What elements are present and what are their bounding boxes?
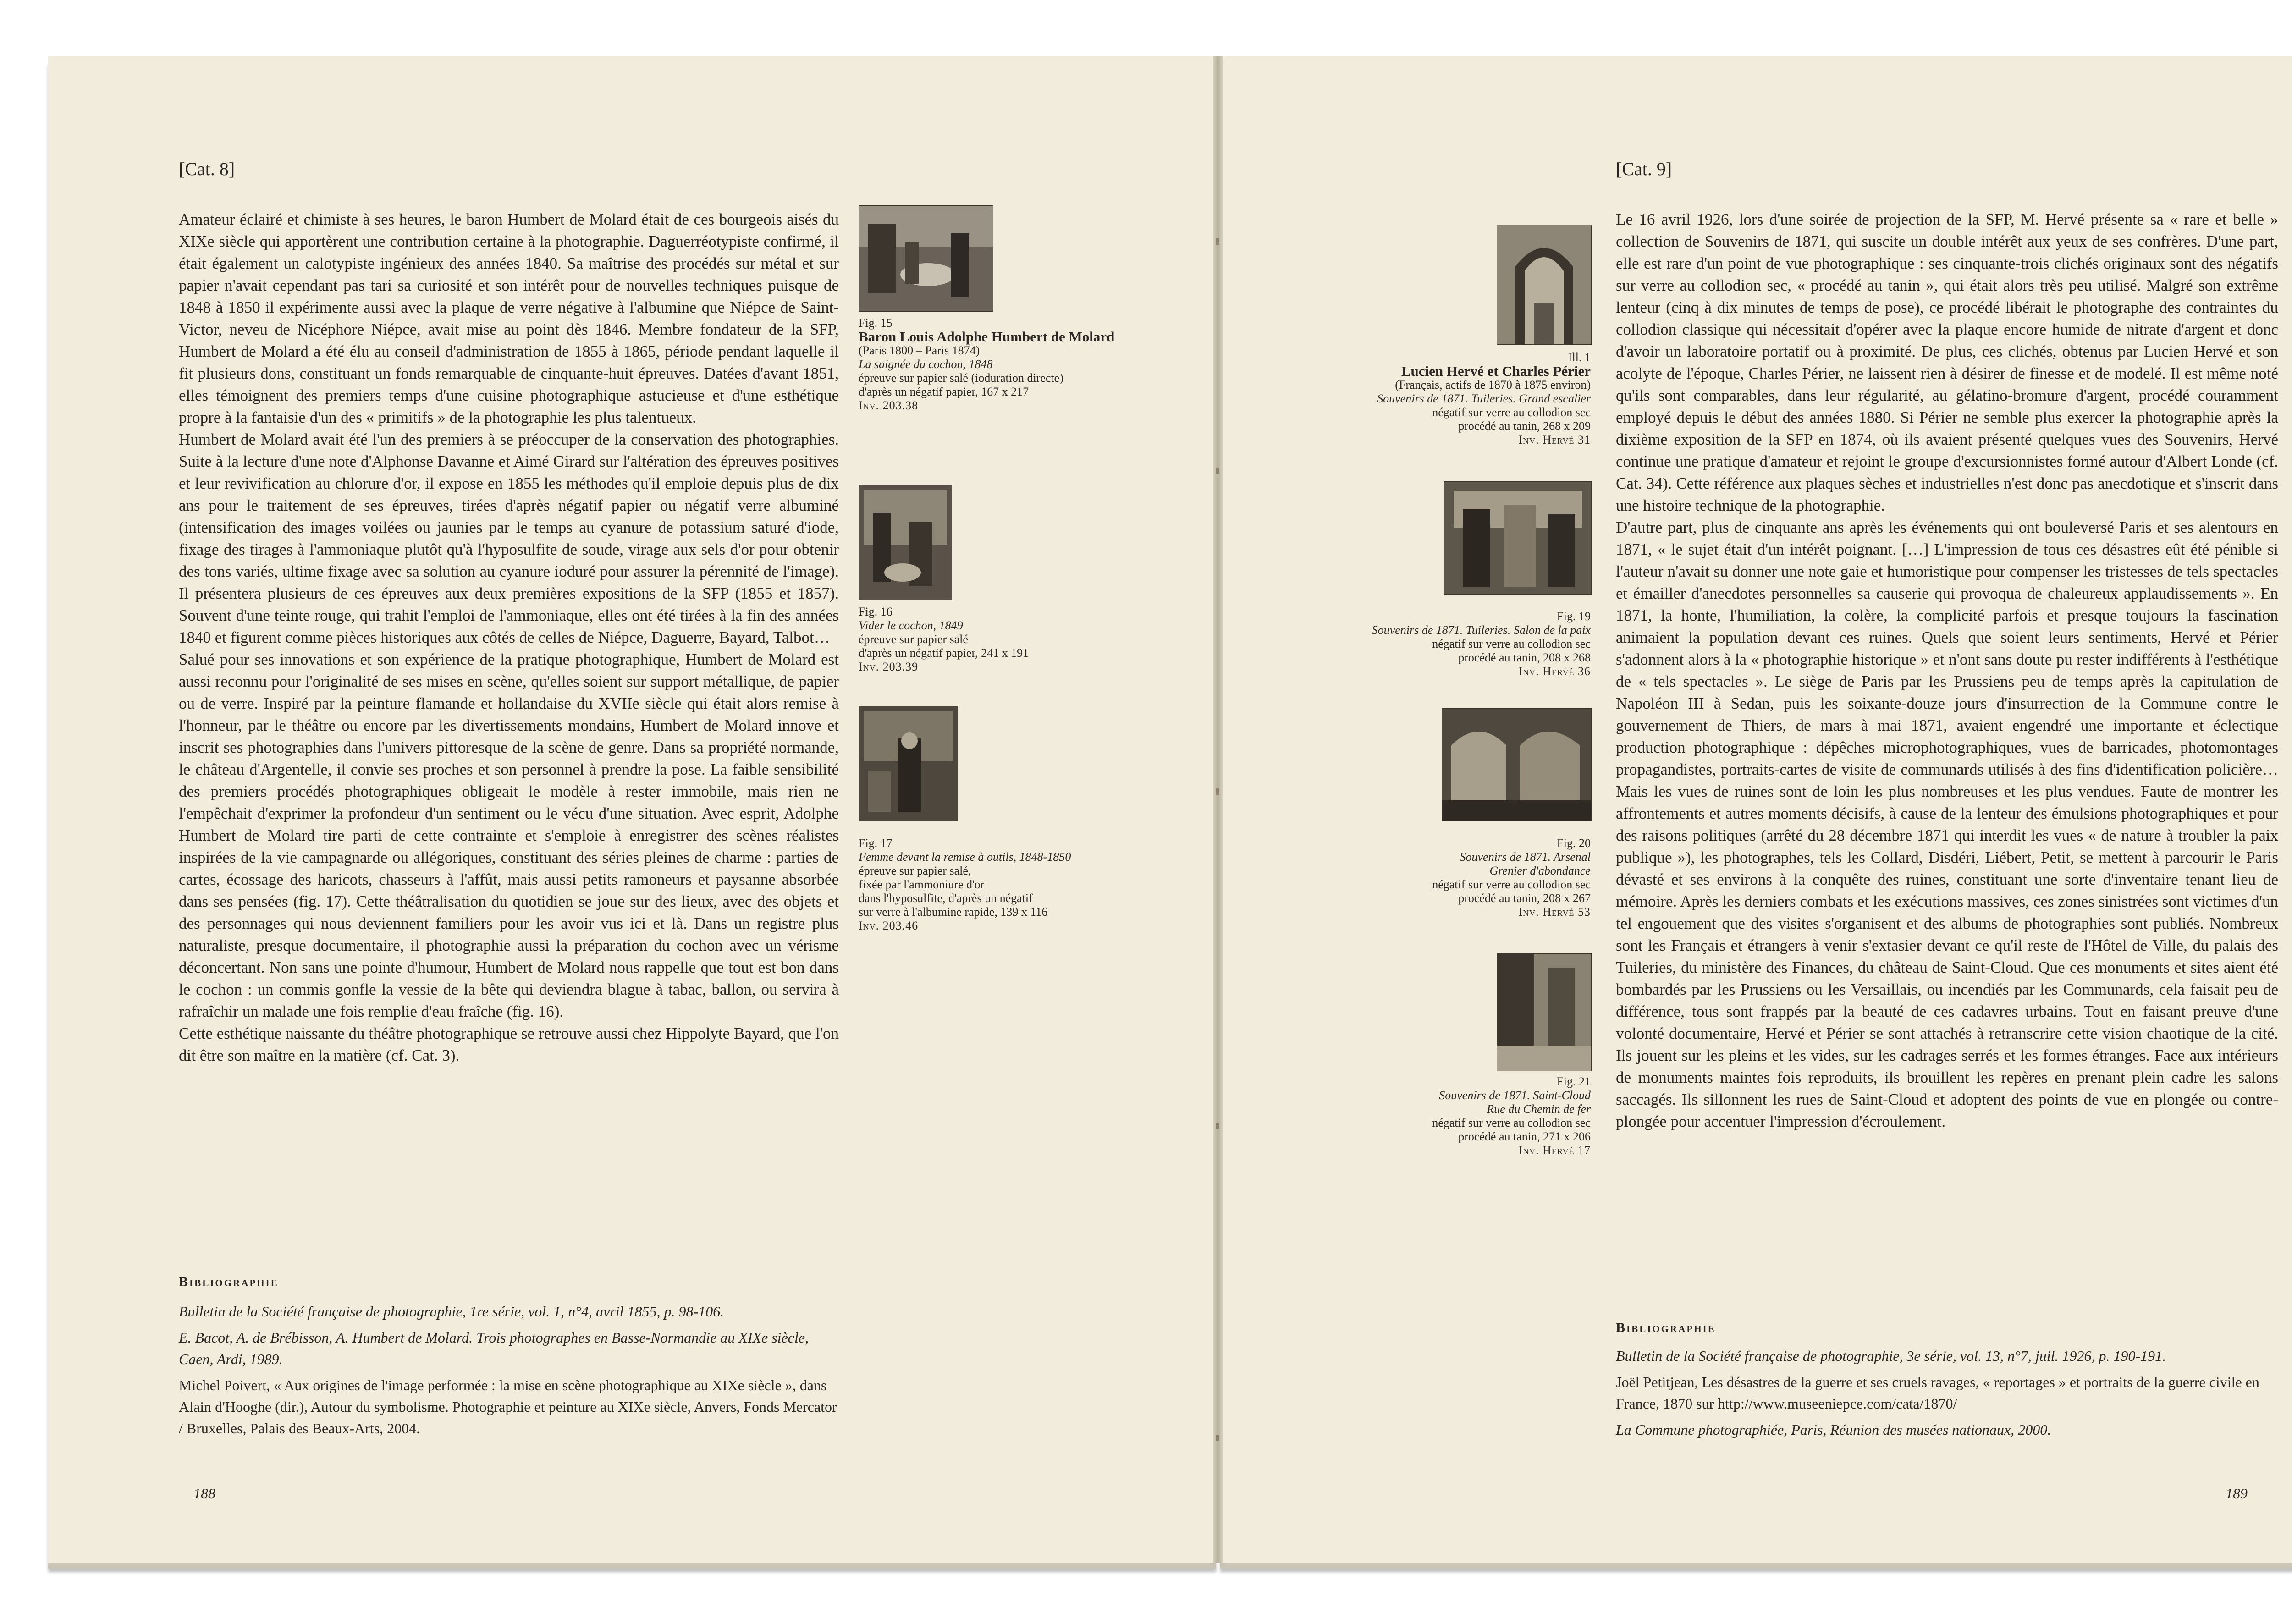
photo-ill-1 (1497, 225, 1592, 345)
photo-fig-19 (1444, 481, 1592, 595)
caption-line: procédé au tanin, 271 x 206 (1458, 1130, 1591, 1143)
caption-inventory: Inv. 203.38 (859, 399, 919, 412)
binding-stitch (1216, 788, 1219, 795)
binding-stitch (1216, 1123, 1219, 1129)
binding-stitch (1216, 468, 1219, 474)
caption-line: négatif sur verre au collodion sec (1432, 406, 1591, 419)
caption-line: négatif sur verre au collodion sec (1432, 637, 1591, 650)
bibliography-entry: La Commune photographiée, Paris, Réunion des musées nationaux, 2000. (1616, 1421, 2051, 1438)
caption-fig-number: Fig. 15 (859, 316, 893, 330)
main-text (1616, 209, 2278, 1133)
photo-fig-21 (1497, 953, 1592, 1071)
caption-subtitle: Rue du Chemin de fer (1487, 1102, 1591, 1116)
caption-title: Souvenirs de 1871. Saint-Cloud (1439, 1089, 1591, 1102)
caption-fig-17 (859, 837, 1189, 933)
caption-fig-number: Fig. 16 (859, 605, 893, 618)
caption-inventory: Inv. 203.46 (859, 919, 919, 932)
caption-inventory: Inv. Hervé 53 (1518, 905, 1591, 919)
caption-author: Baron Louis Adolphe Humbert de Molard (859, 329, 1115, 345)
caption-inventory: Inv. Hervé 36 (1518, 665, 1591, 678)
book-gutter (1213, 56, 1223, 1563)
caption-line: épreuve sur papier salé (859, 633, 968, 646)
caption-fig-21 (1329, 1075, 1591, 1157)
bibliography-entry: Bulletin de la Société française de photographie, 3e série, vol. 13, n°7, juil. 1926, p. 190-191. (1616, 1348, 2166, 1364)
caption-fig-number: Fig. 17 (859, 837, 893, 850)
main-text (179, 209, 839, 1067)
caption-line: procédé au tanin, 208 x 268 (1458, 651, 1591, 664)
paragraph: Cette esthétique naissante du théâtre photographique se retrouve aussi chez Hippolyte Bayard, que l'on dit être son maître en la matière (cf. Cat. 3). (179, 1024, 839, 1064)
caption-fig-number: Fig. 19 (1557, 610, 1591, 623)
binding-stitch (1216, 238, 1219, 245)
caption-line: procédé au tanin, 208 x 267 (1458, 892, 1591, 905)
caption-title: La saignée du cochon, 1848 (859, 358, 993, 371)
caption-inventory: Inv. 203.39 (859, 660, 919, 673)
caption-line: dans l'hyposulfite, d'après un négatif (859, 892, 1033, 905)
caption-fig-15 (859, 316, 1189, 413)
caption-title: Femme devant la remise à outils, 1848-1850 (859, 850, 1071, 864)
caption-line: sur verre à l'albumine rapide, 139 x 116 (859, 905, 1048, 919)
caption-title: Souvenirs de 1871. Arsenal (1460, 850, 1591, 864)
page-number: 188 (193, 1485, 215, 1502)
caption-dates: (Paris 1800 – Paris 1874) (859, 344, 980, 357)
caption-ill-1 (1329, 351, 1591, 447)
caption-line: épreuve sur papier salé, (859, 864, 971, 877)
photo-fig-20 (1442, 708, 1592, 821)
caption-inventory: Inv. Hervé 31 (1518, 433, 1591, 446)
caption-subtitle: Grenier d'abondance (1489, 864, 1591, 877)
catalogue-label: [Cat. 9] (1616, 159, 1672, 179)
catalogue-label: [Cat. 8] (179, 159, 235, 179)
photo-fig-17 (859, 706, 958, 821)
caption-fig-number: Fig. 20 (1557, 837, 1591, 850)
bibliography-entry: Joël Petitjean, Les désastres de la guerre et ses cruels ravages, « reportages » et portraits de la guerre civile en France, 1870 sur http://www.museeniepce.com/cata/1870/ (1616, 1374, 2259, 1412)
photo-fig-15 (859, 205, 993, 312)
paragraph: D'autre part, plus de cinquante ans après les événements qui ont bouleversé Paris et ses alentours en 1871, « le sujet était d'un intérêt poignant. […] L'impression de tous ces désastres eût été pénible si l'auteur n'avait su donner une note gaie et humoristique pour compenser les tristesses de tels spectacles et émailler d'anecdotes personnelles sa causerie qui provoqua de chaleureux applaudissements ». En 1871, la honte, l'humiliation, la colère, la complicité parfois et presque toujours la fascination animaient la population devant ces ruines. Quels que soient leurs sentiments, Hervé et Périer s'adonnent alors à la « photographie historique » et n'ont sans doute pu rester indifférents à l'esthétique de « tels spectacles ». Le siège de Paris par les Prussiens peu de temps après la capitulation de Napoléon III à Sedan, puis les soixante-douze jours d'insurrection de la Commune contre le gouvernement de Thiers, de mars à mai 1871, avaient engendré une importante et éclectique production photographique : dépêches microphotographiques, vues de barricades, photomontages propagandistes, portraits-cartes de visite de communards utilisés à des fins d'identification policière… Mais les vues de ruines sont de loin les plus nombreuses et les plus vendues. Faute de montrer les affrontements et autres moments décisifs, à cause de la lenteur des émulsions photographiques et pour des raisons politiques (arrêté du 28 décembre 1871 qui interdit les vues « de nature à troubler la paix publique »), les photographes, tels les Collard, Disdéri, Liébert, Petit, se mettent à parcourir le Paris dévasté et ses environs à la conquête des ruines, constituant une sorte d'inventaire tenant lieu de mémoire. Après les derniers combats et les exécutions massives, ces zones sinistrées sont victimes d'un tel engouement que des visites s'organisent et des albums de photographies sont publiés. Nombreux sont les Français et étrangers à venir s'extasier devant ce qu'il reste de l'Hôtel de Ville, du palais des Tuileries, du ministère des Finances, du château de Saint-Cloud. Que ces monuments et sites aient été bombardés par les Prussiens ou les Versaillais, ou incendiés par les Communards, cela faisait peu de différence, tous sont frappés par la beauté de ces cadavres urbains. Tout en faisant preuve d'une volonté documentaire, Hervé et Périer se sont attachés à retranscrire cette vision chaotique de la cité. Ils jouent sur les pleins et les vides, sur les cadrages serrés et les formes étranges. Face aux intérieurs de monuments maintes fois reproduits, ils brouillent les repères en prenant plein cadre les salons saccagés. Ils sillonnent les rues de Saint-Cloud et adoptent des points de vue en plongée ou contre-plongée pour accentuer l'impression d'écroulement. (1616, 518, 2278, 1130)
caption-line: d'après un négatif papier, 167 x 217 (859, 385, 1029, 398)
bibliography-list (1616, 1345, 2278, 1445)
caption-dates: (Français, actifs de 1870 à 1875 environ) (1395, 378, 1591, 391)
bibliography-list (179, 1301, 839, 1444)
paragraph: Amateur éclairé et chimiste à ses heures, le baron Humbert de Molard était de ces bourgeois aisés du XIXe siècle qui apportèrent une contribution certaine à la photographie. Daguerréotypiste confirmé, il était également un calotypiste ingénieux des années 1840. Sa maîtrise des procédés sur métal et sur papier n'avait cependant pas tari sa curiosité et son intérêt pour de nouvelles techniques puisque de 1848 à 1850 il expérimente aussi avec la plaque de verre négative à l'albumine que Niépce de Saint-Victor, neveu de Nicéphore Niépce, avait mise au point dès 1846. Membre fondateur de la SFP, Humbert de Molard a été élu au conseil d'administration de 1855 à 1865, période pendant laquelle il fit plusieurs dons, constituant un fonds remarquable de cinquante-huit épreuves. Datées d'avant 1851, elles témoignent des premiers temps d'une cuisine photographique astucieuse et d'une esthétique propre à la fantaisie d'un des « primitifs » de la photographie les plus talentueux. (179, 210, 839, 426)
bibliography-entry: Michel Poivert, « Aux origines de l'image performée : la mise en scène photographique au XIXe siècle », dans Alain d'Hooghe (dir.), Autour du symbolisme. Photographie et peinture au XIXe siècle, Anvers, Fonds Mercator / Bruxelles, Palais des Beaux-Arts, 2004. (179, 1377, 837, 1437)
caption-title: Vider le cochon, 1849 (859, 619, 963, 632)
bibliography-heading: Bibliographie (179, 1274, 279, 1289)
caption-line: épreuve sur papier salé (ioduration directe) (859, 371, 1063, 385)
bibliography-heading: Bibliographie (1616, 1320, 1716, 1335)
caption-line: d'après un négatif papier, 241 x 191 (859, 646, 1029, 660)
caption-fig-number: Fig. 21 (1557, 1075, 1591, 1088)
paragraph: Humbert de Molard avait été l'un des premiers à se préoccuper de la conservation des photographies. Suite à la lecture d'une note d'Alphonse Davanne et Aimé Girard sur l'altération des épreuves positives et leur revivification au chlorure d'or, il expose en 1855 les méthodes qu'il emploie depuis plus de dix ans pour le traitement de ses épreuves, tirées d'après négatif papier ou négatif verre albuminé (intensification des images voilées ou jaunies par le temps au cyanure de potassium saturé d'iode, fixage des tirages à l'ammoniaque plutôt qu'à l'hyposulfite de soude, virage aux sels d'or pour obtenir des tons variés, ultime fixage avec sa solution au cyanure ioduré pour assurer la pérennité de l'image). Il présentera plusieurs de ces épreuves aux deux premières expositions de la SFP (1855 et 1857). Souvent d'une teinte rouge, qui trahit l'emploi de l'ammoniaque, elles ont été tirées à la fin des années 1840 et figurent comme pièces historiques aux côtés de celles de Niépce, Daguerre, Bayard, Talbot… (179, 430, 839, 646)
caption-line: négatif sur verre au collodion sec (1432, 1116, 1591, 1129)
page-number: 189 (2226, 1485, 2248, 1502)
photo-fig-16 (859, 485, 952, 600)
caption-line: fixée par l'ammoniure d'or (859, 878, 985, 891)
caption-line: procédé au tanin, 268 x 209 (1458, 419, 1591, 433)
caption-fig-16 (859, 605, 1189, 674)
caption-fig-19 (1329, 610, 1591, 678)
paragraph: Le 16 avril 1926, lors d'une soirée de projection de la SFP, M. Hervé présente sa « rare et belle » collection de Souvenirs de 1871, qui suscite un double intérêt aux yeux de ses confrères. D'une part, elle est rare d'un point de vue photographique : ses cinquante-trois clichés originaux sont des négatifs sur verre au collodion sec, « procédé au tanin », qui était alors très peu utilisé. Malgré son extrême lenteur (cinq à dix minutes de temps de pose), ce procédé libérait le photographe des contraintes du collodion classique qui nécessitait d'opérer avec la plaque encore humide de nitrate d'argent et donc d'avoir un laboratoire portatif ou à proximité. De plus, ces clichés, obtenus par Lucien Hervé et son acolyte de l'époque, Charles Périer, ne laissent rien à désirer de finesse et de modelé. Il est même noté qu'ils sont comparables, dans leur régularité, au gélatino-bromure d'argent, procédé couramment employé depuis le début des années 1880. Si Périer ne semble plus exercer la photographie après la dixième exposition de la SFP en 1874, où ils avaient présenté quelques vues des Souvenirs, Hervé continue une pratique d'amateur et rejoint le groupe d'excursionnistes formé autour d'Albert Londe (cf. Cat. 34). Cette référence aux plaques sèches et industrielles n'est donc pas anecdotique et s'inscrit dans une histoire technique de la photographie. (1616, 210, 2278, 514)
caption-fig-20 (1329, 837, 1591, 919)
caption-line: négatif sur verre au collodion sec (1432, 878, 1591, 891)
bibliography-entry: E. Bacot, A. de Brébisson, A. Humbert de Molard. Trois photographes en Basse-Normandie au XIXe siècle, Caen, Ardi, 1989. (179, 1329, 809, 1367)
bibliography-entry: Bulletin de la Société française de photographie, 1re série, vol. 1, n°4, avril 1855, p. 98-106. (179, 1303, 724, 1320)
paragraph: Salué pour ses innovations et son expérience de la pratique photographique, Humbert de Molard est aussi reconnu pour l'originalité de ses mises en scène, qu'elles soient sur support métallique, de papier ou de verre. Inspiré par la peinture flamande et hollandaise du XVIIe siècle qui était alors remise à l'honneur, par le théâtre ou encore par les divertissements mondains, Humbert de Molard innove et inscrit ses photographies dans l'univers pittoresque de la scène de genre. Dans sa propriété normande, le château d'Argentelle, il convie ses proches et son personnel à prendre la pose. La faible sensibilité des premiers procédés photographiques obligeait le modèle à rester immobile, mais rien ne l'empêchait d'exprimer la profondeur d'un sentiment ou le vécu d'une situation. Avec esprit, Adolphe Humbert de Molard tire parti de cette contrainte et s'emploie à enregistrer des scènes réalistes inspirées de la vie campagnarde ou allégoriques, constituant des séries pleines de charme : parties de cartes, écossage des haricots, chasseurs à l'affût, mais aussi petits ramoneurs et paysanne absorbée dans ses pensées (fig. 17). Cette théâtralisation du quotidien se joue sur des lieux, avec des objets et des personnages qui nous deviennent familiers pour les avoir vus ici et là. Dans un registre plus naturaliste, presque documentaire, il photographie aussi la préparation du cochon avec un vérisme déconcertant. Non sans une pointe d'humour, Humbert de Molard nous rappelle que tout est bon dans le cochon : un commis gonfle la vessie de la bête qui deviendra blague à tabac, ballon, ou servira à rafraîchir un malade une fois remplie d'eau fraîche (fig. 16). (179, 650, 839, 1020)
caption-title: Souvenirs de 1871. Tuileries. Grand escalier (1377, 392, 1591, 405)
caption-title: Souvenirs de 1871. Tuileries. Salon de la paix (1372, 623, 1591, 637)
caption-author: Lucien Hervé et Charles Périer (1401, 363, 1591, 379)
binding-stitch (1216, 1435, 1219, 1441)
caption-inventory: Inv. Hervé 17 (1518, 1144, 1591, 1157)
caption-fig-number: Ill. 1 (1568, 351, 1591, 364)
